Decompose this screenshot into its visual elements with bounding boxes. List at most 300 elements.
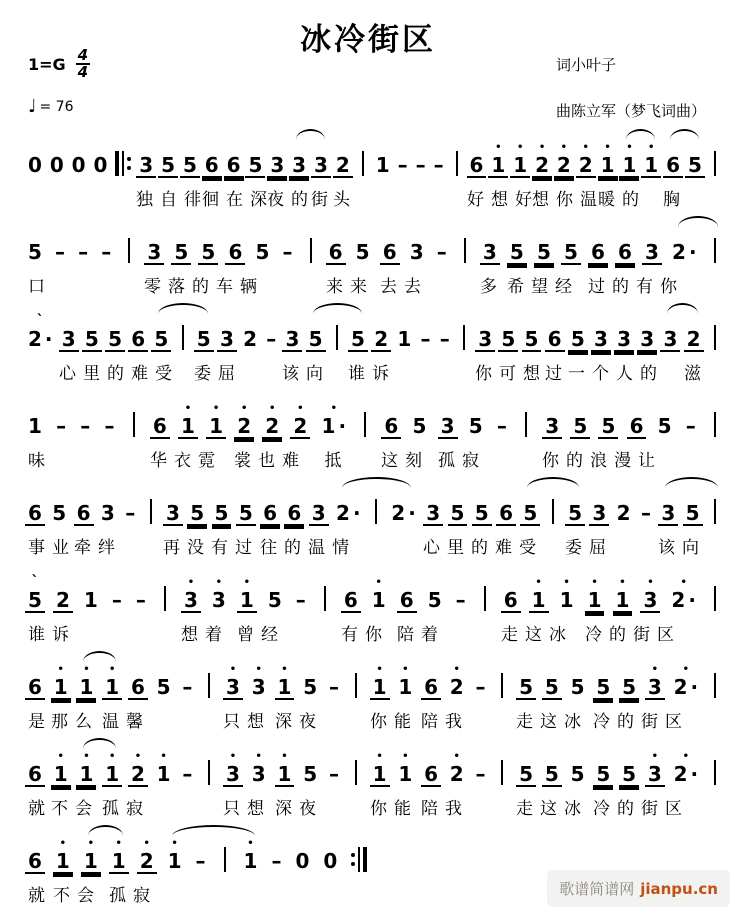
note-token bbox=[168, 838, 182, 879]
note-token bbox=[451, 490, 465, 531]
note-glyph: 5 bbox=[52, 501, 67, 525]
 bbox=[228, 240, 242, 263]
octave-dot: • bbox=[297, 403, 304, 414]
 bbox=[215, 501, 229, 524]
octave-dot: • bbox=[83, 751, 90, 762]
note-glyph: – bbox=[397, 153, 408, 177]
 bbox=[470, 153, 484, 176]
 bbox=[292, 153, 306, 176]
 bbox=[622, 675, 636, 698]
 bbox=[714, 325, 716, 350]
note-glyph: – bbox=[295, 588, 306, 612]
note-glyph: 5 bbox=[427, 588, 442, 612]
lyric-cluster: 夜的 bbox=[267, 190, 315, 209]
lyric-cluster: 谁诉 bbox=[28, 625, 76, 644]
 bbox=[437, 240, 447, 263]
lyric-cluster: 孤寂 bbox=[102, 799, 150, 818]
note-token bbox=[643, 577, 657, 618]
 bbox=[594, 327, 608, 350]
 bbox=[336, 325, 338, 350]
note-glyph: – bbox=[266, 327, 277, 351]
note-token bbox=[161, 142, 175, 183]
note-glyph: 5 bbox=[105, 328, 125, 350]
lyric-cluster: 好想好 bbox=[467, 190, 539, 209]
octave-dot: • bbox=[269, 403, 276, 414]
note-glyph: 2 bbox=[333, 154, 353, 176]
note-glyph: 3 bbox=[251, 762, 266, 786]
note-token bbox=[252, 751, 266, 792]
note-token bbox=[545, 403, 559, 444]
barline bbox=[710, 314, 720, 357]
 bbox=[686, 414, 696, 437]
score-meta-left bbox=[28, 48, 90, 117]
note-token bbox=[397, 316, 411, 357]
dash-note bbox=[112, 577, 122, 618]
lyric-cluster: 想着 bbox=[181, 625, 229, 644]
repeat-end-barline bbox=[351, 836, 367, 879]
 bbox=[573, 414, 587, 437]
 bbox=[28, 588, 42, 611]
note-glyph: – bbox=[195, 849, 206, 873]
note-token bbox=[671, 577, 696, 618]
 bbox=[355, 760, 357, 785]
 bbox=[552, 499, 554, 524]
 bbox=[72, 153, 86, 176]
 bbox=[252, 762, 266, 785]
note-token bbox=[535, 142, 549, 183]
 bbox=[157, 675, 171, 698]
note-glyph: 1 bbox=[102, 676, 122, 698]
lyric-cluster: 冷的街区 bbox=[585, 625, 681, 644]
lyrics-row bbox=[28, 272, 720, 296]
lyric-cluster: 多 bbox=[480, 277, 504, 296]
note-token bbox=[249, 142, 263, 183]
dash-note bbox=[182, 751, 192, 792]
dash-note bbox=[136, 577, 146, 618]
note-token bbox=[197, 316, 211, 357]
note-glyph: 5 bbox=[619, 763, 639, 785]
 bbox=[714, 499, 716, 524]
 bbox=[309, 327, 323, 350]
dash-note bbox=[56, 403, 66, 444]
note-glyph: 1 bbox=[397, 327, 412, 351]
note-glyph: 3 bbox=[642, 241, 662, 263]
note-glyph: 1 bbox=[398, 762, 413, 786]
 bbox=[666, 153, 680, 176]
 bbox=[84, 588, 98, 611]
note-token bbox=[314, 142, 328, 183]
note-glyph: 5 bbox=[212, 502, 232, 524]
 bbox=[672, 240, 697, 263]
note-glyph: 5 bbox=[180, 154, 200, 176]
notes-row bbox=[28, 737, 720, 792]
note-glyph: 6 bbox=[128, 676, 148, 698]
slur-arc bbox=[83, 651, 117, 662]
 bbox=[237, 414, 251, 437]
dash-note bbox=[282, 229, 292, 270]
augmentation-dot: · bbox=[44, 327, 53, 351]
 bbox=[150, 499, 152, 524]
lyric-cluster: 走这冰 bbox=[516, 799, 588, 818]
note-token bbox=[263, 490, 277, 531]
 bbox=[501, 673, 503, 698]
music-line bbox=[28, 737, 720, 824]
note-glyph: 6 bbox=[25, 676, 45, 698]
note-glyph: 2 bbox=[53, 589, 73, 611]
dash-note bbox=[421, 316, 431, 357]
page-title: 冰冷街区 bbox=[300, 22, 436, 58]
note-token bbox=[239, 490, 253, 531]
 bbox=[168, 849, 182, 872]
lyric-cluster: 就 bbox=[28, 886, 52, 905]
octave-dot: • bbox=[516, 142, 524, 153]
note-glyph: 5 bbox=[570, 762, 585, 786]
note-glyph: 1 bbox=[81, 850, 101, 872]
lyric-cluster: 你可想 bbox=[475, 364, 547, 383]
 bbox=[663, 327, 677, 350]
note-glyph: 3 bbox=[645, 676, 665, 698]
octave-dot: • bbox=[59, 838, 67, 849]
barline bbox=[371, 488, 381, 531]
sheet bbox=[28, 128, 720, 911]
 bbox=[240, 588, 254, 611]
barline bbox=[710, 227, 720, 270]
barline bbox=[360, 401, 370, 444]
 bbox=[224, 847, 226, 872]
watermark-site: 歌谱简谱网 bbox=[559, 880, 635, 898]
 bbox=[161, 153, 175, 176]
note-token bbox=[28, 403, 42, 444]
note-token bbox=[108, 316, 122, 357]
 bbox=[131, 327, 145, 350]
 bbox=[501, 760, 503, 785]
lyric-cluster: 再 bbox=[163, 538, 187, 557]
dash-note bbox=[398, 142, 408, 183]
note-token bbox=[77, 490, 91, 531]
note-token bbox=[140, 838, 154, 879]
note-glyph: 6 bbox=[380, 241, 400, 263]
 bbox=[80, 414, 90, 437]
 bbox=[190, 501, 204, 524]
lyric-cluster: 该向 bbox=[658, 538, 706, 557]
dash-note bbox=[78, 229, 88, 270]
 bbox=[133, 412, 135, 437]
note-token bbox=[661, 490, 675, 531]
time-numerator: 4 bbox=[77, 46, 89, 64]
 bbox=[28, 153, 42, 176]
note-glyph: 1 bbox=[598, 154, 618, 176]
 bbox=[714, 673, 716, 698]
note-token bbox=[28, 838, 42, 879]
note-token bbox=[513, 142, 527, 183]
octave-dot: • bbox=[215, 577, 223, 588]
octave-dot: • bbox=[134, 751, 142, 762]
lyric-cluster: 陪着 bbox=[397, 625, 445, 644]
note-glyph: 2 bbox=[673, 675, 688, 699]
 bbox=[314, 153, 328, 176]
 bbox=[28, 327, 53, 350]
octave-dot: • bbox=[582, 142, 589, 153]
note-token bbox=[312, 490, 326, 531]
octave-dot: • bbox=[255, 664, 262, 675]
note-glyph: 5 bbox=[198, 241, 218, 263]
note-token bbox=[131, 751, 145, 792]
augmentation-dot: · bbox=[690, 762, 699, 786]
 bbox=[356, 240, 370, 263]
note-token bbox=[475, 490, 489, 531]
octave-dot: • bbox=[187, 577, 195, 588]
 bbox=[456, 588, 466, 611]
note-token bbox=[220, 316, 234, 357]
note-token bbox=[384, 403, 398, 444]
 bbox=[127, 151, 131, 176]
note-token bbox=[215, 490, 229, 531]
note-glyph: 5 bbox=[570, 675, 585, 699]
 bbox=[79, 762, 93, 785]
note-glyph: 3 bbox=[251, 675, 266, 699]
note-token bbox=[470, 142, 484, 183]
dash-note bbox=[271, 838, 281, 879]
slur-arc bbox=[626, 129, 656, 140]
note-token bbox=[663, 316, 677, 357]
watermark-url-link[interactable]: jianpu.cn bbox=[640, 879, 718, 898]
note-token bbox=[181, 403, 195, 444]
note-glyph: 0 bbox=[27, 153, 42, 177]
lyric-cluster: 牵绊 bbox=[74, 538, 122, 557]
 bbox=[239, 501, 253, 524]
lyric-cluster: 该向 bbox=[282, 364, 330, 383]
note-glyph: 0 bbox=[295, 849, 310, 873]
note-glyph: 0 bbox=[93, 153, 108, 177]
dash-note bbox=[296, 577, 306, 618]
 bbox=[55, 240, 65, 263]
 bbox=[78, 240, 88, 263]
note-glyph: 1 bbox=[275, 676, 295, 698]
 bbox=[182, 325, 184, 350]
lyrics-row bbox=[28, 185, 720, 209]
note-token bbox=[84, 838, 98, 879]
 bbox=[374, 327, 388, 350]
 bbox=[463, 325, 465, 350]
 bbox=[400, 588, 414, 611]
 bbox=[208, 760, 210, 785]
note-token bbox=[424, 664, 438, 705]
key-label: 1=G bbox=[28, 54, 66, 74]
slur-arc bbox=[665, 477, 719, 488]
 bbox=[282, 240, 292, 263]
note-glyph: 2 bbox=[616, 501, 631, 525]
 bbox=[644, 153, 658, 176]
 bbox=[571, 675, 585, 698]
note-token bbox=[398, 664, 412, 705]
dash-note bbox=[440, 316, 450, 357]
 bbox=[227, 153, 241, 176]
barline bbox=[452, 140, 462, 183]
note-glyph: 6 bbox=[421, 676, 441, 698]
note-token bbox=[532, 577, 546, 618]
lyric-cluster: 心里的难受 bbox=[59, 364, 179, 383]
slur-arc bbox=[667, 303, 699, 314]
note-glyph: – bbox=[436, 240, 447, 264]
note-token bbox=[592, 490, 606, 531]
octave-dot: • bbox=[682, 664, 690, 675]
barline bbox=[710, 140, 720, 183]
note-token bbox=[596, 751, 610, 792]
note-glyph: 3 bbox=[409, 240, 424, 264]
 bbox=[248, 153, 262, 176]
lyric-cluster: 你能 bbox=[370, 799, 418, 818]
note-token bbox=[537, 229, 551, 270]
note-token bbox=[571, 316, 585, 357]
note-glyph: 5 bbox=[534, 241, 554, 263]
lyric-cluster: 只想 bbox=[223, 712, 271, 731]
note-token bbox=[79, 664, 93, 705]
note-token bbox=[105, 664, 119, 705]
 bbox=[475, 501, 489, 524]
 bbox=[601, 153, 615, 176]
 bbox=[28, 414, 42, 437]
 bbox=[596, 675, 610, 698]
octave-dot: • bbox=[212, 403, 220, 414]
note-token bbox=[519, 751, 533, 792]
note-glyph: 3 bbox=[645, 763, 665, 785]
note-glyph: 3 bbox=[589, 502, 609, 524]
barline bbox=[460, 227, 470, 270]
music-line bbox=[28, 650, 720, 737]
lyric-cluster: 冷的街区 bbox=[593, 799, 689, 818]
note-glyph: 2 bbox=[128, 763, 148, 785]
note-glyph: 5 bbox=[348, 328, 368, 350]
dash-note bbox=[329, 751, 339, 792]
note-token bbox=[329, 229, 343, 270]
note-glyph: 5 bbox=[151, 328, 171, 350]
slur-tick: ` bbox=[31, 574, 39, 590]
note-glyph: 1 bbox=[371, 588, 386, 612]
 bbox=[645, 240, 659, 263]
note-glyph: – bbox=[496, 414, 507, 438]
music-line bbox=[28, 389, 720, 476]
note-token bbox=[644, 142, 658, 183]
lyric-cluster: 你能 bbox=[370, 712, 418, 731]
slur-arc bbox=[88, 825, 124, 836]
 bbox=[197, 327, 211, 350]
 bbox=[714, 238, 716, 263]
lyric-cluster: 来来 bbox=[326, 277, 374, 296]
barline bbox=[146, 488, 156, 531]
note-token bbox=[373, 664, 387, 705]
 bbox=[184, 588, 198, 611]
note-token bbox=[62, 316, 76, 357]
note-token bbox=[228, 229, 242, 270]
 bbox=[265, 414, 279, 437]
lyric-cluster: 过 bbox=[545, 364, 569, 383]
note-token bbox=[596, 664, 610, 705]
note-token bbox=[504, 577, 518, 618]
note-glyph: 3 bbox=[637, 328, 657, 350]
 bbox=[648, 675, 662, 698]
note-glyph: 3 bbox=[660, 328, 680, 350]
note-token bbox=[557, 142, 571, 183]
note-token bbox=[373, 751, 387, 792]
note-glyph: – bbox=[104, 414, 115, 438]
note-glyph: 0 bbox=[49, 153, 64, 177]
dash-note bbox=[104, 403, 114, 444]
credits bbox=[556, 42, 706, 134]
 bbox=[674, 762, 699, 785]
 bbox=[483, 240, 497, 263]
note-glyph: 6 bbox=[150, 415, 170, 437]
note-token bbox=[255, 229, 269, 270]
note-glyph: 6 bbox=[496, 502, 516, 524]
lyric-cluster: 希望经 bbox=[507, 277, 579, 296]
octave-dot: • bbox=[57, 751, 64, 762]
note-glyph: 5 bbox=[619, 676, 639, 698]
dash-note bbox=[416, 142, 426, 183]
 bbox=[293, 414, 307, 437]
note-glyph: 5 bbox=[82, 328, 102, 350]
augmentation-dot: · bbox=[338, 414, 347, 438]
note-token bbox=[441, 403, 455, 444]
music-line bbox=[28, 128, 720, 215]
note-glyph: 3 bbox=[223, 676, 243, 698]
lyric-cluster: 头 bbox=[333, 190, 357, 209]
note-token bbox=[617, 490, 631, 531]
 bbox=[545, 675, 559, 698]
 bbox=[373, 762, 387, 785]
note-token bbox=[190, 490, 204, 531]
note-glyph: 1 bbox=[398, 675, 413, 699]
note-glyph: 3 bbox=[211, 588, 226, 612]
note-token bbox=[674, 751, 699, 792]
note-glyph: 1 bbox=[243, 849, 258, 873]
 bbox=[532, 588, 546, 611]
lyrics-row bbox=[28, 446, 720, 470]
 bbox=[329, 675, 339, 698]
 bbox=[323, 849, 337, 872]
note-token bbox=[303, 664, 317, 705]
note-glyph: 1 bbox=[559, 588, 574, 612]
 bbox=[478, 327, 492, 350]
slur-arc bbox=[342, 477, 411, 488]
lyric-cluster: 深夜 bbox=[275, 712, 323, 731]
lyric-cluster: 委屈 bbox=[194, 364, 242, 383]
lyric-cluster: 谁诉 bbox=[348, 364, 396, 383]
note-token bbox=[648, 751, 662, 792]
note-glyph: 2 bbox=[532, 154, 552, 176]
 bbox=[714, 412, 716, 437]
note-glyph: 2 bbox=[554, 154, 574, 176]
note-token bbox=[374, 316, 388, 357]
note-token bbox=[52, 490, 66, 531]
note-glyph: 1 bbox=[585, 589, 605, 611]
lyric-cluster: 温馨 bbox=[102, 712, 150, 731]
note-token bbox=[56, 838, 70, 879]
barline bbox=[320, 575, 330, 618]
rest-note bbox=[295, 838, 309, 879]
 bbox=[714, 673, 716, 698]
lyric-cluster: 不会 bbox=[53, 886, 101, 905]
 bbox=[329, 240, 343, 263]
 bbox=[268, 588, 282, 611]
note-token bbox=[131, 664, 145, 705]
note-token bbox=[227, 142, 241, 183]
 bbox=[714, 760, 716, 785]
 bbox=[312, 501, 326, 524]
note-token bbox=[356, 229, 370, 270]
note-glyph: 5 bbox=[28, 240, 42, 264]
octave-dot: • bbox=[87, 838, 94, 849]
notes-row bbox=[28, 302, 720, 357]
